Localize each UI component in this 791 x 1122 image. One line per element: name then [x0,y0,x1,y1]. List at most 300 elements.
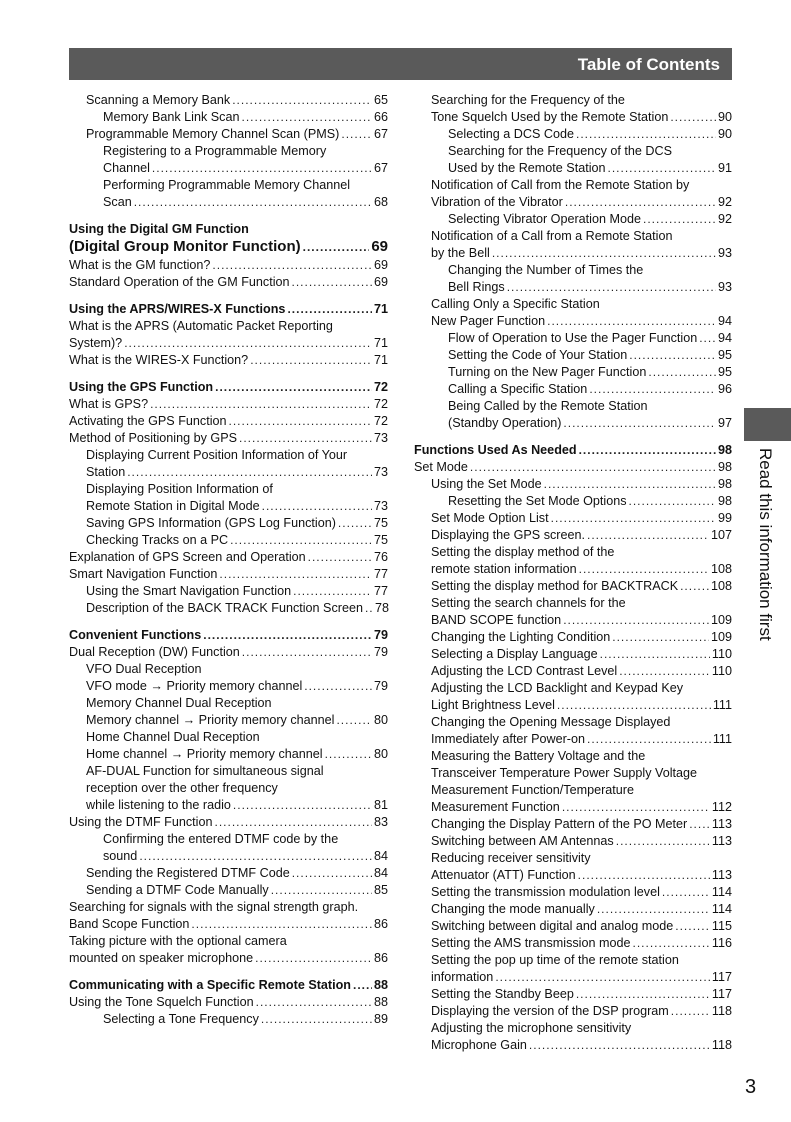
right-toc-entry [414,211,732,228]
left-toc-entry [69,566,388,583]
toc-leader-dots [633,935,710,952]
toc-entry-page: 69 [371,238,388,255]
right-toc-entry [414,347,732,364]
toc-entry-title: mounted on speaker microphone [69,951,254,965]
left-toc-entry [69,194,388,211]
toc-leader-dots [292,865,372,882]
left-toc-entry [69,899,388,916]
right-toc-entry [414,833,732,850]
right-toc-entry [414,398,732,415]
toc-leader-dots [551,510,716,527]
toc-entry-title: Being Called by the Remote Station [448,399,648,413]
left-toc-entry [69,109,388,126]
left-toc-entry [69,92,388,109]
right-toc-entry [414,177,732,194]
left-toc-entry [69,848,388,865]
toc-entry-page: 108 [710,562,732,576]
toc-entry-page: 94 [717,331,732,345]
toc-entry-title: Searching for signals with the signal strength graph. [69,900,359,914]
left-toc-entry [69,644,388,661]
toc-entry-title: Registering to a Programmable Memory [103,144,327,158]
toc-leader-dots [134,194,372,211]
left-toc-entry [69,916,388,933]
toc-leader-dots [304,678,372,695]
toc-entry-title: Measuring the Battery Voltage and the [431,749,646,763]
toc-leader-dots [597,901,710,918]
right-toc-entry [414,459,732,476]
toc-entry-page: 117 [711,987,732,1001]
toc-entry-title: Communicating with a Specific Remote Station [69,978,351,992]
toc-entry-title: Station [86,465,126,479]
toc-entry-title: BAND SCOPE function [431,613,562,627]
toc-leader-dots [139,848,372,865]
toc-entry-title: Displaying Current Position Information of Your [86,448,348,462]
toc-entry-page: 88 [373,995,388,1009]
left-toc-entry [69,678,388,695]
right-toc-entry [414,867,732,884]
toc-entry-page: 110 [711,664,732,678]
left-toc-entry [69,994,388,1011]
left-toc-entry [69,238,388,256]
left-toc-entry [69,950,388,967]
toc-entry-title: What is the APRS (Automatic Packet Reporting [69,319,333,333]
toc-leader-dots [229,413,372,430]
toc-entry-page: 109 [710,613,732,627]
left-toc-entry [69,335,388,352]
toc-entry-title: Displaying the version of the DSP program [431,1004,669,1018]
right-toc-entry [414,544,732,561]
toc-entry-title: Taking picture with the optional camera [69,934,287,948]
right-toc-entry [414,527,732,544]
toc-entry-title: VFO Dual Reception [86,662,202,676]
toc-leader-dots [191,916,372,933]
toc-leader-dots [671,1003,710,1020]
toc-entry-title: Using the APRS/WIRES-X Functions [69,302,286,316]
right-toc-entry [414,731,732,748]
right-toc-entry [414,952,732,969]
right-toc-entry [414,109,732,126]
toc-entry-title: Standard Operation of the GM Function [69,275,290,289]
toc-entry-title: Memory Bank Link Scan [103,110,240,124]
toc-entry-title: Programmable Memory Channel Scan (PMS) [86,127,340,141]
toc-entry-title: Calling Only a Specific Station [431,297,600,311]
toc-entry-title: Using the Digital GM Function [69,222,249,236]
toc-entry-title: Resetting the Set Mode Options [448,494,627,508]
toc-leader-dots [293,583,372,600]
toc-entry-title: Searching for the Frequency of the DCS [448,144,673,158]
toc-entry-title: Selecting a Display Language [431,647,598,661]
toc-leader-dots [563,415,716,432]
left-toc-entry [69,729,388,746]
toc-leader-dots [587,731,711,748]
toc-entry-title: Setting the Standby Beep [431,987,574,1001]
toc-entry-page: 95 [717,348,732,362]
toc-leader-dots [680,578,709,595]
right-toc-entry [414,901,732,918]
toc-entry-title: Setting the display method for BACKTRACK [431,579,679,593]
toc-leader-dots [325,746,372,763]
toc-entry-title: Band Scope Function [69,917,190,931]
toc-leader-dots [495,969,710,986]
toc-entry-title: Using the Smart Navigation Function [86,584,292,598]
toc-entry-page: 69 [373,258,388,272]
right-toc-entry [414,279,732,296]
toc-entry-title: Vibration of the Vibrator [431,195,563,209]
toc-entry-title: Displaying the GPS screen. [431,528,585,542]
right-toc-entry [414,92,732,109]
toc-leader-dots [239,430,372,447]
header-bar [69,48,732,80]
toc-entry-title: Functions Used As Needed [414,443,577,457]
left-toc-entry [69,797,388,814]
toc-entry-page: 99 [717,511,732,525]
toc-entry-title: Smart Navigation Function [69,567,218,581]
toc-entry-page: 95 [717,365,732,379]
right-toc-entry [414,228,732,245]
left-toc-entry [69,712,388,729]
toc-entry-title: Memory Channel Dual Reception [86,696,272,710]
left-toc-entry [69,549,388,566]
toc-entry-title: Memory channel → Priority memory channel [86,713,335,727]
left-toc-entry [69,532,388,549]
toc-entry-page: 86 [373,951,388,965]
right-toc-entry [414,126,732,143]
toc-entry-title: Selecting a Tone Frequency [103,1012,259,1026]
toc-entry-page: 73 [373,431,388,445]
toc-entry-page: 89 [373,1012,388,1026]
toc-entry-page: 66 [373,110,388,124]
toc-leader-dots [262,498,372,515]
right-toc-entry [414,646,732,663]
left-toc-entry [69,301,388,318]
toc-entry-page: 67 [373,127,388,141]
toc-entry-title: Setting the AMS transmission mode [431,936,631,950]
toc-leader-dots [124,335,372,352]
right-toc-entry [414,595,732,612]
toc-entry-title: Set Mode [414,460,468,474]
right-toc-entry [414,1037,732,1054]
toc-entry-title: Sending a DTMF Code Manually [86,883,269,897]
toc-entry-page: 80 [373,713,388,727]
toc-entry-page: 115 [711,919,732,933]
toc-entry-title: Searching for the Frequency of the [431,93,625,107]
toc-leader-dots [699,330,716,347]
toc-leader-dots [578,867,710,884]
toc-entry-page: 114 [711,885,732,899]
toc-entry-page: 71 [373,353,388,367]
toc-entry-title: Channel [103,161,150,175]
toc-entry-title: while listening to the radio [86,798,231,812]
toc-entry-title: Setting the pop up time of the remote station [431,953,679,967]
left-toc-entry [69,379,388,396]
toc-entry-title: reception over the other frequency [86,781,278,795]
left-toc-entry [69,627,388,644]
toc-entry-page: 113 [711,834,732,848]
right-toc-entry [414,510,732,527]
toc-entry-page: 76 [373,550,388,564]
left-toc-entry [69,763,388,780]
toc-entry-title: by the Bell [431,246,490,260]
page-number: 3 [745,1076,757,1098]
toc-leader-dots [648,364,716,381]
toc-entry-page: 91 [717,161,732,175]
right-toc-entry [414,782,732,799]
right-toc-entry [414,561,732,578]
toc-leader-dots [670,109,716,126]
left-toc-entry [69,481,388,498]
toc-entry-title: Flow of Operation to Use the Pager Function [448,331,698,345]
left-toc-entry [69,464,388,481]
toc-entry-page: 109 [710,630,732,644]
right-toc-entry [414,1020,732,1037]
left-toc-entry [69,177,388,194]
toc-entry-title: Setting the Code of Your Station [448,348,628,362]
right-toc-entry [414,799,732,816]
toc-entry-title: Confirming the entered DTMF code by the [103,832,339,846]
toc-entry-title: Notification of Call from the Remote Station by [431,178,690,192]
toc-entry-title: Selecting Vibrator Operation Mode [448,212,641,226]
toc-entry-page: 73 [373,499,388,513]
toc-entry-page: 75 [373,533,388,547]
toc-leader-dots [662,884,710,901]
toc-entry-title: (Digital Group Monitor Function) [69,238,301,255]
toc-leader-dots [600,646,710,663]
right-toc-entry [414,160,732,177]
toc-entry-title: Dual Reception (DW) Function [69,645,240,659]
left-toc-entry [69,746,388,763]
toc-entry-page: 83 [373,815,388,829]
toc-entry-page: 68 [373,195,388,209]
toc-entry-title: System)? [69,336,123,350]
toc-entry-title: Changing the mode manually [431,902,595,916]
right-toc-entry [414,969,732,986]
toc-entry-page: 94 [717,314,732,328]
left-toc-entry [69,977,388,994]
right-toc-entry [414,714,732,731]
toc-entry-title: Light Brightness Level [431,698,555,712]
toc-entry-page: 96 [717,382,732,396]
toc-entry-title: Reducing receiver sensitivity [431,851,591,865]
toc-entry-title: Immediately after Power-on [431,732,585,746]
toc-entry-page: 92 [717,212,732,226]
right-toc-entry [414,612,732,629]
toc-entry-title: Switching between AM Antennas [431,834,614,848]
toc-entry-title: Measurement Function [431,800,560,814]
toc-entry-page: 78 [374,601,389,615]
toc-entry-page: 81 [373,798,388,812]
toc-entry-title: Method of Positioning by GPS [69,431,238,445]
right-toc-entry [414,629,732,646]
left-toc-entry [69,600,388,617]
toc-entry-page: 93 [717,280,732,294]
left-toc-entry [69,831,388,848]
toc-leader-dots [565,194,716,211]
toc-leader-dots [271,882,372,899]
toc-entry-title: VFO mode → Priority memory channel [86,679,303,693]
left-toc-entry [69,695,388,712]
toc-leader-dots [608,160,716,177]
toc-entry-page: 71 [373,336,388,350]
toc-entry-title: Turning on the New Pager Function [448,365,647,379]
toc-entry-page: 93 [717,246,732,260]
right-toc-entry [414,697,732,714]
toc-leader-dots [341,126,372,143]
toc-entry-page: 79 [373,679,388,693]
left-toc-entry [69,318,388,335]
toc-leader-dots [336,712,372,729]
toc-leader-dots [233,797,372,814]
left-toc-entry [69,126,388,143]
toc-leader-dots [507,279,716,296]
toc-leader-dots [292,274,372,291]
left-toc-entry [69,882,388,899]
left-toc-entry [69,814,388,831]
toc-entry-title: Remote Station in Digital Mode [86,499,260,513]
right-toc-entry [414,245,732,262]
toc-leader-dots [230,532,372,549]
right-toc-entry [414,476,732,493]
toc-entry-title: Scanning a Memory Bank [86,93,231,107]
toc-entry-page: 72 [373,397,388,411]
toc-entry-title: remote station information [431,562,577,576]
left-toc-entry [69,143,388,160]
page-title: Table of Contents [577,55,720,74]
toc-entry-title: Home Channel Dual Reception [86,730,260,744]
right-toc-entry [414,1003,732,1020]
toc-leader-dots [127,464,372,481]
toc-leader-dots [557,697,711,714]
toc-entry-title: Tone Squelch Used by the Remote Station [431,110,669,124]
right-toc-entry [414,262,732,279]
left-toc-entry [69,413,388,430]
toc-leader-dots [612,629,709,646]
left-toc-entry [69,430,388,447]
toc-entry-title: Changing the Lighting Condition [431,630,611,644]
toc-entry-page: 114 [711,902,732,916]
toc-leader-dots [619,663,710,680]
toc-entry-title: Selecting a DCS Code [448,127,575,141]
toc-entry-page: 110 [711,647,732,661]
left-toc-entry [69,583,388,600]
right-toc-entry [414,442,732,459]
toc-leader-dots [563,612,709,629]
toc-leader-dots [547,313,716,330]
toc-entry-page: 117 [711,970,732,984]
toc-leader-dots [219,566,372,583]
toc-leader-dots [470,459,716,476]
toc-leader-dots [287,301,372,318]
toc-entry-page: 111 [712,732,732,746]
toc-entry-title: Setting the transmission modulation level [431,885,660,899]
toc-leader-dots [255,950,372,967]
left-toc-entry [69,1011,388,1028]
toc-entry-title: Setting the display method of the [431,545,615,559]
toc-entry-page: 90 [717,110,732,124]
toc-entry-page: 111 [712,698,732,712]
toc-entry-page: 67 [373,161,388,175]
left-toc-entry [69,221,388,238]
right-toc-entry [414,578,732,595]
toc-entry-title: Attenuator (ATT) Function [431,868,576,882]
toc-leader-dots [562,799,710,816]
toc-entry-title: Performing Programmable Memory Channel [103,178,351,192]
toc-entry-page: 98 [717,460,732,474]
toc-entry-page: 116 [711,936,732,950]
left-toc-entry [69,352,388,369]
toc-entry-page: 98 [717,443,732,457]
toc-entry-title: Using the GPS Function [69,380,214,394]
left-toc-entry [69,515,388,532]
left-toc-entry [69,274,388,291]
toc-entry-page: 98 [717,494,732,508]
toc-leader-dots [215,379,372,396]
toc-entry-title: Used by the Remote Station [448,161,606,175]
right-toc-entry [414,313,732,330]
toc-leader-dots [579,442,716,459]
right-toc-entry [414,765,732,782]
toc-entry-title: Scan [103,195,132,209]
toc-leader-dots [579,561,709,578]
toc-leader-dots [303,238,370,256]
right-toc-entry [414,381,732,398]
right-toc-entry [414,918,732,935]
toc-entry-page: 77 [373,584,388,598]
toc-entry-page: 113 [711,868,732,882]
toc-leader-dots [203,627,372,644]
toc-leader-dots [353,977,372,994]
toc-entry-title: What is the GM function? [69,258,211,272]
toc-entry-title: Adjusting the microphone sensitivity [431,1021,632,1035]
toc-entry-page: 97 [717,416,732,430]
toc-leader-dots [576,126,716,143]
toc-entry-title: Explanation of GPS Screen and Operation [69,550,306,564]
toc-entry-page: 69 [373,275,388,289]
toc-leader-dots [338,515,372,532]
toc-entry-title: Checking Tracks on a PC [86,533,229,547]
left-toc-entry [69,661,388,678]
toc-entry-page: 92 [717,195,732,209]
right-toc-entry [414,850,732,867]
right-toc-entry [414,816,732,833]
toc-leader-dots [308,549,372,566]
toc-entry-title: Displaying Position Information of [86,482,273,496]
side-tab-label: Read this information first [756,448,775,641]
right-toc-entry [414,194,732,211]
toc-leader-dots [250,352,372,369]
toc-entry-title: Activating the GPS Function [69,414,227,428]
toc-leader-dots [629,347,716,364]
toc-entry-page: 118 [711,1004,732,1018]
toc-leader-dots [616,833,710,850]
toc-entry-title: information [431,970,494,984]
toc-entry-title: Saving GPS Information (GPS Log Function) [86,516,336,530]
toc-leader-dots [242,109,372,126]
toc-leader-dots [544,476,716,493]
toc-leader-dots [212,257,372,274]
toc-entry-page: 80 [373,747,388,761]
toc-entry-title: Using the Tone Squelch Function [69,995,254,1009]
toc-entry-page: 107 [710,528,732,542]
right-toc-entry [414,364,732,381]
toc-entry-page: 79 [373,645,388,659]
toc-entry-page: 71 [373,302,388,316]
toc-leader-dots [365,600,373,617]
right-toc-entry [414,748,732,765]
toc-leader-dots [150,396,372,413]
left-toc-entry [69,160,388,177]
toc-entry-page: 86 [373,917,388,931]
toc-entry-title: Measurement Function/Temperature [431,783,634,797]
